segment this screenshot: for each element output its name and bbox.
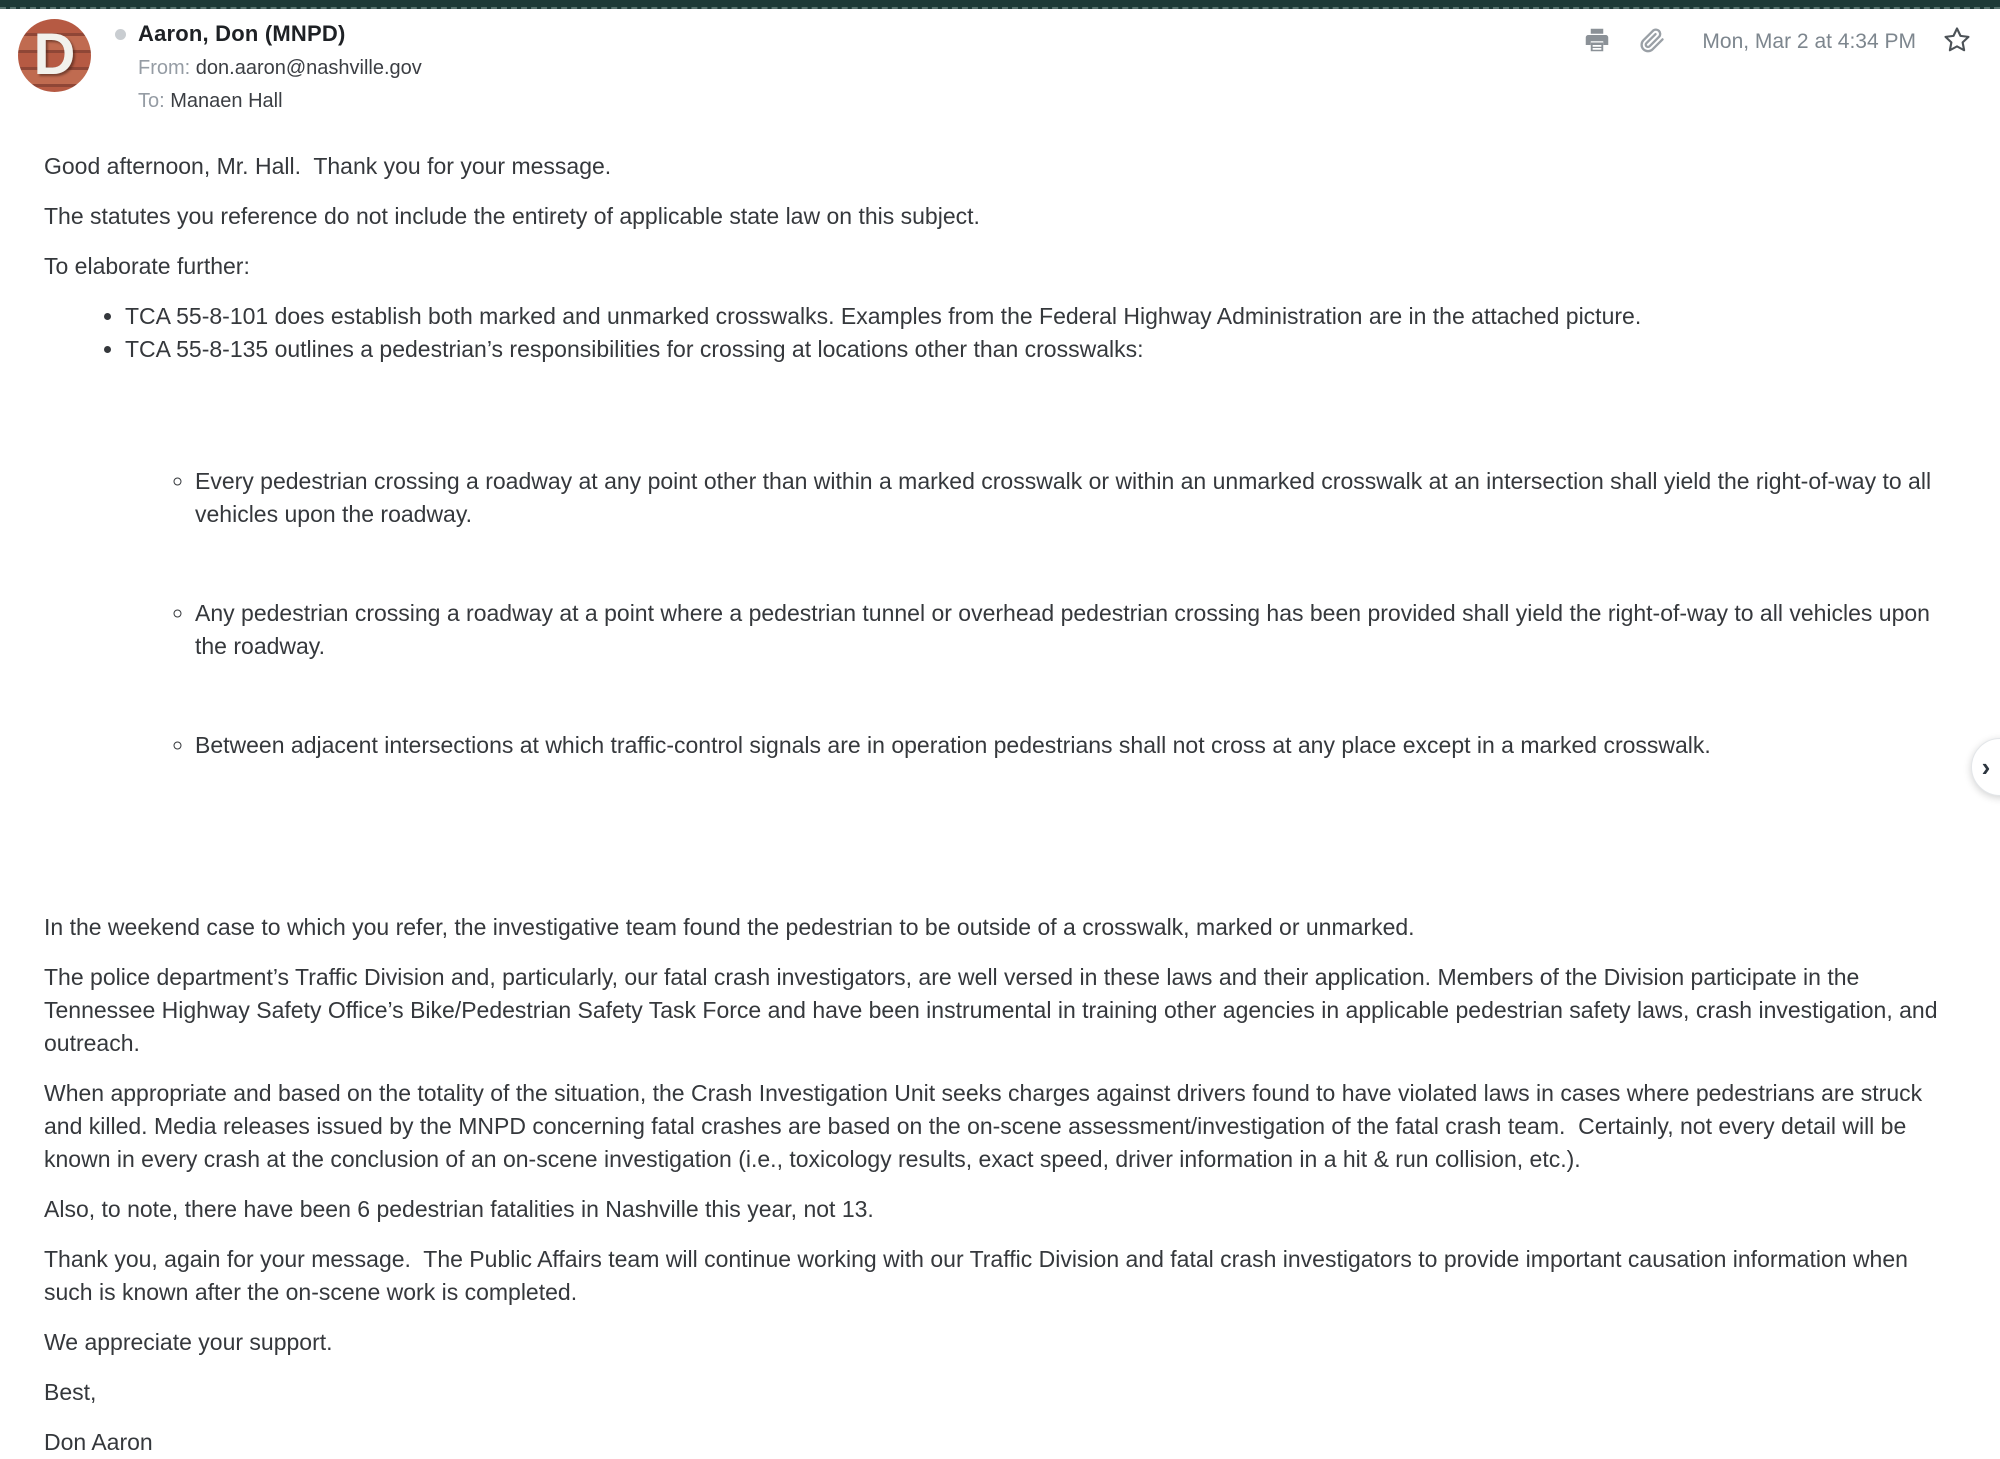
paragraph-greeting: Good afternoon, Mr. Hall. Thank you for your message.: [44, 153, 612, 179]
unread-dot: [115, 29, 126, 40]
header-actions: [1582, 19, 1972, 58]
from-label: From:: [138, 57, 191, 79]
message-date: Mon, Mar 2 at 4:34 PM: [1702, 29, 1916, 53]
paragraph-statutes: The statutes you reference do not include the entirety of applicable state law on this subject.: [44, 203, 980, 229]
sender-info: [115, 19, 422, 113]
statute-list: [44, 300, 1956, 894]
list-item: ◦ Every pedestrian crossing a roadway at any point other than within a marked crosswalk or within an unmarked crosswalk at an intersection shall yield the right-of-way to all vehicles upon the roadway.: [195, 465, 1956, 531]
list-item: ◦ Any pedestrian crossing a roadway at a point where a pedestrian tunnel or overhead pedestrian crossing has been provided shall yield the right-of-way to all vehicles upon the roadway.: [195, 597, 1956, 663]
star-icon: [1942, 25, 1972, 58]
window-top-bar: [0, 0, 2000, 9]
list-item: ◦ Between adjacent intersections at which traffic-control signals are in operation pedestrians shall not cross at any place except in a marked crosswalk.: [195, 729, 1956, 762]
paragraph-signature: Don Aaron: [44, 1429, 153, 1455]
to-recipient: Manaen Hall: [170, 90, 283, 112]
paragraph-elaborate: To elaborate further:: [44, 253, 250, 279]
avatar-letter: D: [33, 21, 76, 87]
avatar: [18, 19, 91, 92]
sender-name: Aaron, Don (MNPD): [138, 21, 346, 46]
chevron-right-icon: ›: [1981, 752, 1991, 782]
paragraph-closing: Best,: [44, 1379, 97, 1405]
paragraph-fatalities: Also, to note, there have been 6 pedestrian fatalities in Nashville this year, not 13.: [44, 1196, 874, 1222]
paragraph-thanks: Thank you, again for your message. The Public Affairs team will continue working with our Traffic Division and fatal crash investigators to provide important causation information when such is known after the on-scene work is completed.: [44, 1246, 1915, 1305]
paragraph-traffic-division: The police department’s Traffic Division and, particularly, our fatal crash investigators, are well versed in these laws and their application. Members of the Division participate in the Tennessee Highway Safety Office’s Bike/Pedestrian Safety Task Force and have been instrumental in training other agencies in applicable pedestrian safety laws, crash investigation, and outreach.: [44, 964, 1944, 1056]
list-item: • TCA 55-8-101 does establish both marked and unmarked crosswalks. Examples from the Federal Highway Administration are in the attached picture.: [125, 300, 1956, 333]
email-body: [0, 119, 2000, 1459]
from-address: don.aaron@nashville.gov: [195, 57, 422, 79]
paragraph-support: We appreciate your support.: [44, 1329, 333, 1355]
to-row: [115, 90, 422, 113]
paragraph-charges: When appropriate and based on the totality of the situation, the Crash Investigation Unit seeks charges against drivers found to have violated laws in cases where pedestrians are struck and killed. Media releases issued by the MNPD concerning fatal crashes are based on the on-scene assessment/investigation of the fatal crash team. Certainly, not every detail will be known in every crash at the conclusion of an on-scene investigation (i.e., toxicology results, exact speed, driver information in a hit & run collision, etc.).: [44, 1080, 1929, 1172]
paragraph-weekend-case: In the weekend case to which you refer, the investigative team found the pedestrian to be outside of a crosswalk, marked or unmarked.: [44, 914, 1415, 940]
email-header: [0, 9, 2000, 119]
from-row: [115, 57, 422, 80]
list-item-text: TCA 55-8-135 outlines a pedestrian’s responsibilities for crossing at locations other than crosswalks:: [125, 336, 1144, 362]
list-item: [125, 333, 1956, 894]
star-button[interactable]: [1942, 25, 1972, 58]
to-label: To:: [138, 90, 165, 112]
printer-icon: [1582, 25, 1612, 58]
paperclip-icon: [1638, 26, 1666, 57]
print-button[interactable]: [1582, 25, 1612, 58]
statute-sublist: [125, 399, 1956, 828]
attachment-button[interactable]: [1638, 26, 1666, 57]
